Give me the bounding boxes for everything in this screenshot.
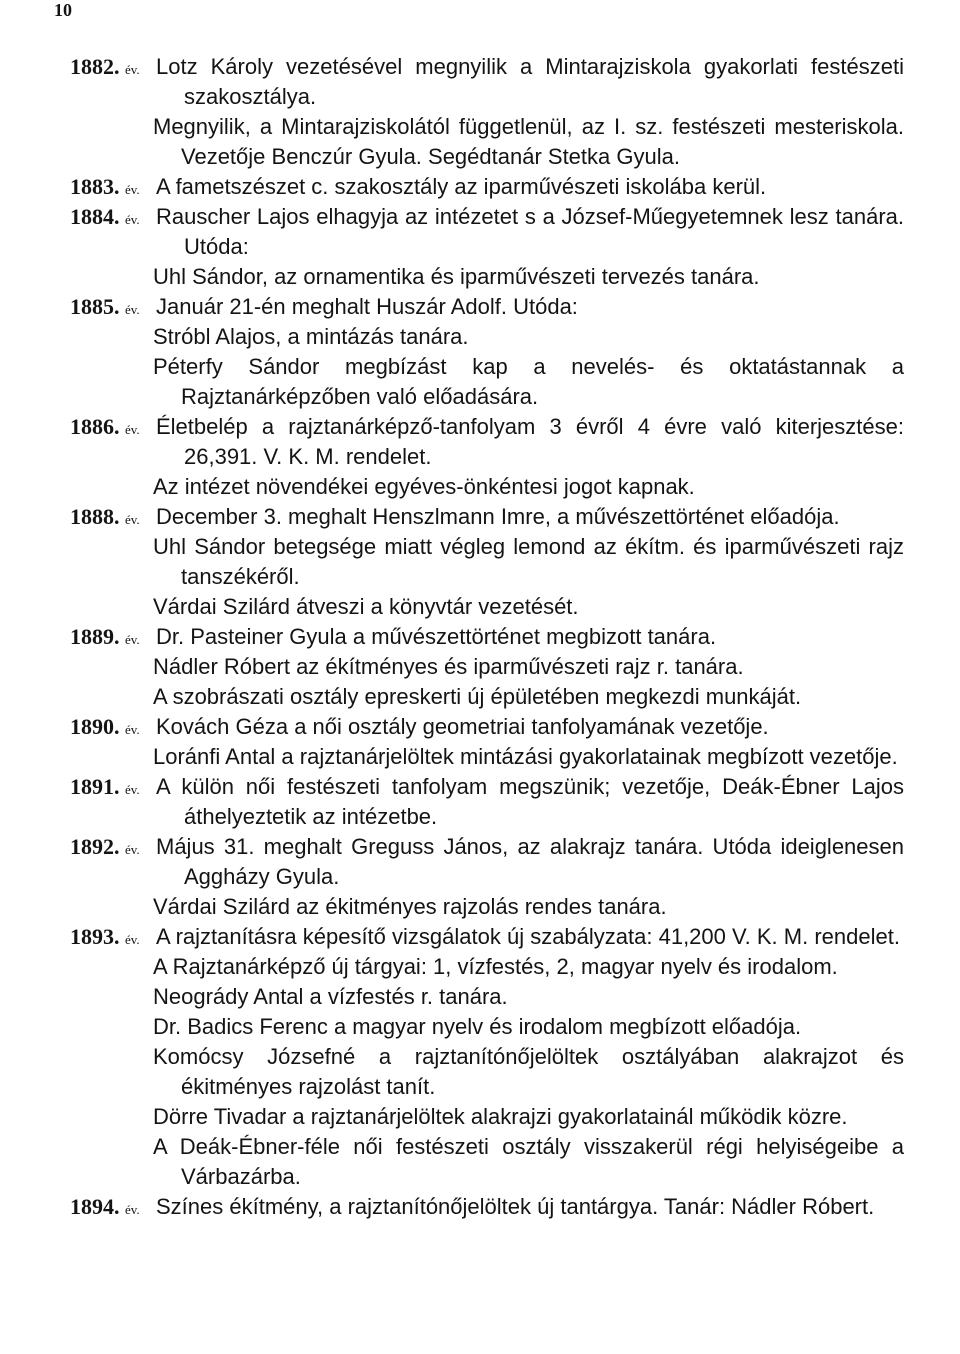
year-number: 1889. [70, 624, 125, 649]
entry-year [70, 832, 152, 865]
year-suffix: év. [125, 1202, 140, 1217]
entry-year [70, 412, 152, 445]
entry-year [70, 922, 152, 955]
chronology-entry [0, 1192, 960, 1222]
entry-year [70, 202, 152, 235]
year-suffix: év. [125, 842, 140, 857]
entry-paragraph: Dr. Pasteiner Gyula a művészettörténet megbizott tanára. [156, 624, 717, 649]
entry-paragraph: Neogrády Antal a vízfestés r. tanára. [153, 984, 508, 1009]
chronology-entry [0, 772, 960, 832]
year-number: 1884. [70, 204, 125, 229]
entry-year [70, 172, 152, 205]
year-suffix: év. [125, 512, 140, 527]
chronology-entry [0, 832, 960, 922]
entry-paragraph: Színes ékítmény, a rajztanítónőjelöltek új tantárgya. Tanár: Nádler Róbert. [156, 1194, 875, 1219]
chronology-entry [0, 172, 960, 202]
chronology-list [0, 52, 960, 1222]
chronology-entry [0, 292, 960, 412]
year-suffix: év. [125, 302, 140, 317]
year-number: 1892. [70, 834, 125, 859]
year-number: 1893. [70, 924, 125, 949]
entry-paragraph: Uhl Sándor, az ornamentika és iparművészeti tervezés tanára. [153, 264, 760, 289]
year-suffix: év. [125, 182, 140, 197]
chronology-entry [0, 52, 960, 172]
entry-paragraph: Rauscher Lajos elhagyja az intézetet s a József-Műegyetemnek lesz tanára. Utóda: [156, 204, 904, 259]
year-number: 1890. [70, 714, 125, 739]
year-suffix: év. [125, 632, 140, 647]
entry-year [70, 772, 152, 805]
chronology-entry [0, 502, 960, 622]
year-suffix: év. [125, 212, 140, 227]
entry-paragraph: Kovách Géza a női osztály geometriai tanfolyamának vezetője. [156, 714, 769, 739]
year-suffix: év. [125, 782, 140, 797]
entry-paragraph: December 3. meghalt Henszlmann Imre, a művészettörténet előadója. [156, 504, 840, 529]
year-suffix: év. [125, 722, 140, 737]
year-number: 1888. [70, 504, 125, 529]
entry-paragraph: A fametszészet c. szakosztály az iparművészeti iskolába kerül. [156, 174, 767, 199]
entry-paragraph: A külön női festészeti tanfolyam megszünik; vezetője, Deák-Ébner Lajos áthelyeztetik az intézetbe. [156, 774, 904, 829]
year-suffix: év. [125, 62, 140, 77]
entry-paragraph: A Deák-Ébner-féle női festészeti osztály visszakerül régi helyiségeibe a Várbazárba. [153, 1134, 904, 1189]
entry-year [70, 622, 152, 655]
year-number: 1894. [70, 1194, 125, 1219]
entry-year [70, 712, 152, 745]
entry-year [70, 1192, 152, 1225]
entry-paragraph: Az intézet növendékei egyéves-önkéntesi jogot kapnak. [153, 474, 695, 499]
entry-paragraph: Komócsy Józsefné a rajztanítónőjelöltek osztályában alakrajzot és ékitményes rajzolást tanít. [153, 1044, 904, 1099]
entry-paragraph: Várdai Szilárd az ékitményes rajzolás rendes tanára. [153, 894, 667, 919]
year-number: 1883. [70, 174, 125, 199]
year-number: 1885. [70, 294, 125, 319]
entry-paragraph: Megnyilik, a Mintarajziskolától függetlenül, az I. sz. festészeti mesteriskola. Vezetője Benczúr Gyula. Segédtanár Stetka Gyula. [153, 114, 904, 169]
entry-paragraph: Dörre Tivadar a rajztanárjelöltek alakrajzi gyakorlatainál működik közre. [153, 1104, 848, 1129]
chronology-entry [0, 712, 960, 772]
entry-paragraph: Életbelép a rajztanárképző-tanfolyam 3 évről 4 évre való kiterjesztése: 26,391. V. K. M. rendelet. [156, 414, 904, 469]
year-number: 1882. [70, 54, 125, 79]
entry-paragraph: Dr. Badics Ferenc a magyar nyelv és irodalom megbízott előadója. [153, 1014, 802, 1039]
chronology-entry [0, 922, 960, 1192]
entry-paragraph: Stróbl Alajos, a mintázás tanára. [153, 324, 469, 349]
entry-paragraph: Várdai Szilárd átveszi a könyvtár vezetését. [153, 594, 579, 619]
entry-paragraph: Január 21-én meghalt Huszár Adolf. Utóda: [156, 294, 578, 319]
entry-year [70, 502, 152, 535]
entry-paragraph: Május 31. meghalt Greguss János, az alakrajz tanára. Utóda ideiglenesen Aggházy Gyula. [156, 834, 904, 889]
entry-year [70, 292, 152, 325]
year-number: 1891. [70, 774, 125, 799]
chronology-entry [0, 202, 960, 292]
page-number: 10 [54, 0, 72, 20]
chronology-entry [0, 622, 960, 712]
entry-paragraph: Lotz Károly vezetésével megnyilik a Mintarajziskola gyakorlati festészeti szakosztálya. [156, 54, 904, 109]
entry-paragraph: Uhl Sándor betegsége miatt végleg lemond az ékítm. és iparművészeti rajz tanszékéről. [153, 534, 904, 589]
year-suffix: év. [125, 422, 140, 437]
chronology-entry [0, 412, 960, 502]
entry-paragraph: Péterfy Sándor megbízást kap a nevelés- és oktatástannak a Rajztanárképzőben való előadására. [153, 354, 904, 409]
entry-year [70, 52, 152, 85]
year-number: 1886. [70, 414, 125, 439]
entry-paragraph: A Rajztanárképző új tárgyai: 1, vízfestés, 2, magyar nyelv és irodalom. [153, 954, 838, 979]
entry-paragraph: Nádler Róbert az ékítményes és iparművészeti rajz r. tanára. [153, 654, 744, 679]
entry-paragraph: A szobrászati osztály epreskerti új épületében megkezdi munkáját. [153, 684, 802, 709]
year-suffix: év. [125, 932, 140, 947]
entry-paragraph: Loránfi Antal a rajztanárjelöltek mintázási gyakorlatainak megbízott vezetője. [153, 744, 898, 769]
entry-paragraph: A rajztanításra képesítő vizsgálatok új szabályzata: 41,200 V. K. M. rendelet. [156, 924, 900, 949]
